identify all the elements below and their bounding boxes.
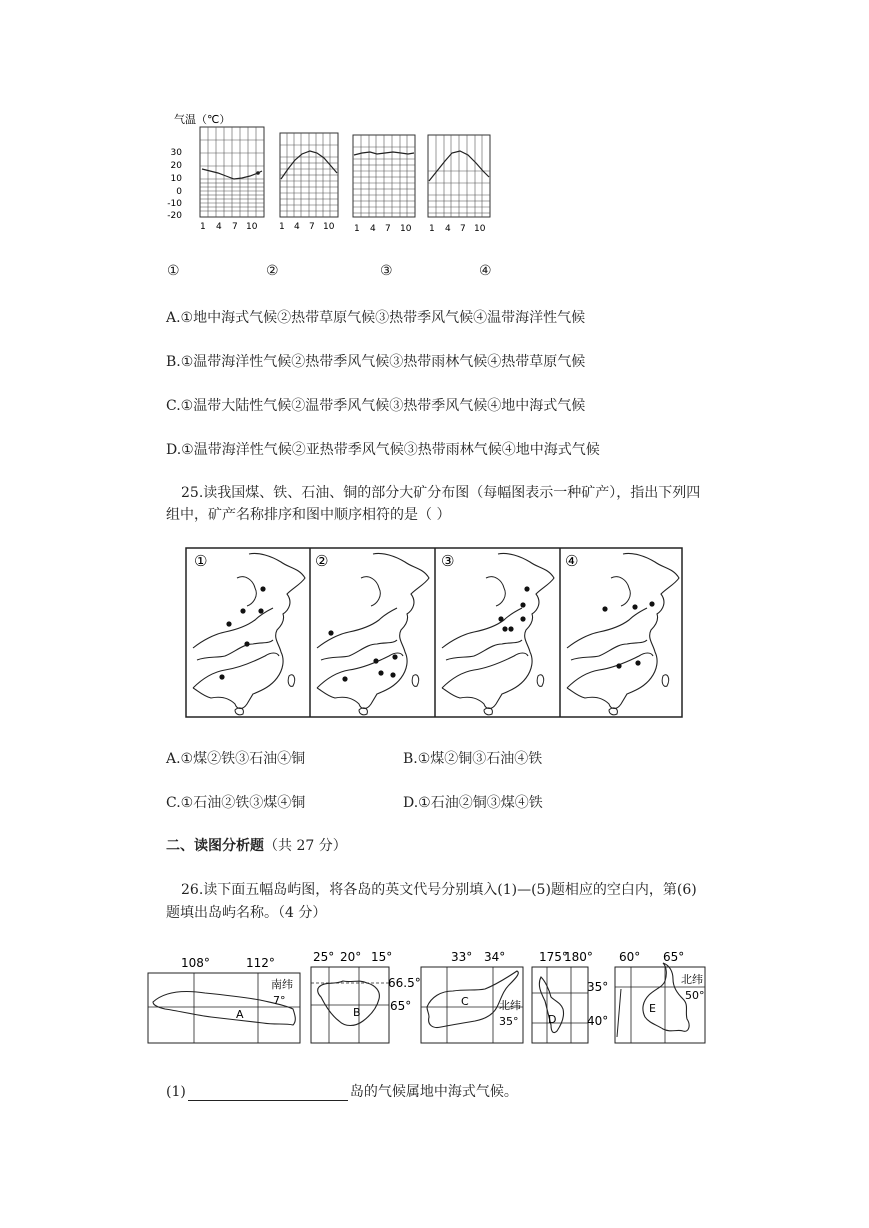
- map-label-3: ③: [441, 552, 455, 570]
- x-tick: 10: [323, 222, 335, 232]
- q25-option-d: D.①石油②铜③煤④铁: [403, 795, 543, 811]
- y-tick: 0: [176, 187, 182, 197]
- island-D-lat2: 40°: [587, 1014, 609, 1028]
- island-E-hemi: 北纬: [681, 973, 703, 986]
- q24-option-c: C.①温带大陆性气候②温带季风气候③热带季风气候④地中海式气候: [166, 398, 586, 414]
- chart-label-1: ①: [167, 263, 180, 279]
- island-map-B: [311, 950, 421, 1043]
- island-C-lon1: 33°: [451, 950, 473, 964]
- section-2-points: （共 27 分）: [264, 838, 347, 854]
- q25-option-a: A.①煤②铁③石油④铜: [166, 751, 306, 767]
- x-tick: 10: [474, 224, 486, 234]
- island-C-lat: 35°: [499, 1015, 519, 1028]
- island-D-lat1: 35°: [587, 980, 609, 994]
- q26-sub1-text: 岛的气候属地中海式气候。: [349, 1084, 518, 1100]
- island-B-lon2: 20°: [340, 950, 362, 964]
- island-A-letter: A: [236, 1008, 244, 1021]
- q25-stem-line2: 组中，矿产名称排序和图中顺序相符的是（ ）: [166, 507, 451, 523]
- island-map-D: [532, 950, 608, 1043]
- island-B-lon1: 25°: [313, 950, 335, 964]
- section-2-heading: [166, 835, 347, 855]
- y-tick: 20: [170, 161, 182, 171]
- island-maps-figure: [145, 945, 715, 1050]
- x-tick: 1: [279, 222, 285, 232]
- island-A-hemi: 南纬: [271, 978, 293, 991]
- x-tick: 4: [216, 222, 222, 232]
- island-C-hemi: 北纬: [499, 999, 521, 1012]
- x-tick: 10: [246, 222, 258, 232]
- x-tick: 4: [294, 222, 300, 232]
- climate-chart-2: [280, 133, 338, 217]
- island-map-C: [421, 950, 523, 1043]
- chart-label-3: ③: [380, 263, 393, 279]
- q26-sub1-answer-blank[interactable]: [188, 1086, 348, 1101]
- island-A-lon2: 112°: [246, 956, 275, 970]
- q25-option-c: C.①石油②铁③煤④铜: [166, 795, 306, 811]
- q26-sub1-number: (1): [166, 1084, 186, 1100]
- island-E-letter: E: [649, 1002, 656, 1015]
- island-D-lon2: 180°: [564, 950, 593, 964]
- q26-stem-line2: 题填出岛屿名称。（4 分）: [166, 905, 327, 921]
- q24-option-d: D.①温带海洋性气候②亚热带季风气候③热带雨林气候④地中海式气候: [166, 442, 600, 458]
- q24-option-a: A.①地中海式气候②热带草原气候③热带季风气候④温带海洋性气候: [166, 310, 586, 326]
- x-tick: 1: [354, 224, 360, 234]
- island-map-A: [148, 956, 300, 1043]
- island-B-lat1: 66.5°: [388, 976, 421, 990]
- climate-y-axis-label: 气温（℃）: [174, 113, 231, 126]
- island-D-letter: D: [548, 1013, 557, 1026]
- x-tick: 1: [200, 222, 206, 232]
- island-A-lon1: 108°: [181, 956, 210, 970]
- q26-stem-line1: 26.读下面五幅岛屿图，将各岛的英文代号分别填入(1)—(5)题相应的空白内，第(6): [181, 882, 697, 898]
- y-tick-labels: [167, 148, 182, 221]
- island-B-lon3: 15°: [371, 950, 393, 964]
- chart-label-4: ④: [479, 263, 492, 279]
- q24-option-b: B.①温带海洋性气候②热带季风气候③热带雨林气候④热带草原气候: [166, 354, 586, 370]
- x-tick: 7: [460, 224, 466, 234]
- island-C-letter: C: [461, 995, 469, 1008]
- x-tick-labels: [200, 222, 486, 234]
- map-label-1: ①: [194, 552, 208, 570]
- y-tick: 10: [170, 174, 182, 184]
- x-tick: 7: [309, 222, 315, 232]
- climate-chart-4: [428, 135, 490, 217]
- island-map-E: [615, 950, 705, 1043]
- x-tick: 7: [232, 222, 238, 232]
- island-E-lon2: 65°: [663, 950, 685, 964]
- x-tick: 1: [429, 224, 435, 234]
- x-tick: 4: [370, 224, 376, 234]
- climate-charts-figure: [160, 105, 510, 240]
- island-C-lon2: 34°: [484, 950, 506, 964]
- q25-option-b: B.①煤②铜③石油④铁: [403, 751, 543, 767]
- x-tick: 4: [445, 224, 451, 234]
- island-E-lat: 50°: [685, 989, 705, 1002]
- mineral-maps-figure: [185, 547, 683, 719]
- y-tick: 30: [170, 148, 182, 158]
- island-B-letter: B: [353, 1006, 361, 1019]
- map-label-2: ②: [315, 552, 329, 570]
- section-2-title: 二、读图分析题: [166, 838, 264, 854]
- climate-chart-3: [353, 135, 415, 217]
- y-tick: -10: [167, 199, 182, 209]
- x-tick: 7: [385, 224, 391, 234]
- q25-stem-line1: 25.读我国煤、铁、石油、铜的部分大矿分布图（每幅图表示一种矿产），指出下列四: [181, 485, 701, 501]
- island-A-lat: 7°: [273, 994, 286, 1007]
- climate-chart-1: [200, 127, 264, 217]
- q26-sub1: [166, 1081, 518, 1101]
- chart-label-2: ②: [266, 263, 279, 279]
- island-E-lon1: 60°: [619, 950, 641, 964]
- x-tick: 10: [400, 224, 412, 234]
- island-B-lat2: 65°: [390, 999, 412, 1013]
- island-D-lon1: 175°: [539, 950, 568, 964]
- map-label-4: ④: [565, 552, 579, 570]
- y-tick: -20: [167, 211, 182, 221]
